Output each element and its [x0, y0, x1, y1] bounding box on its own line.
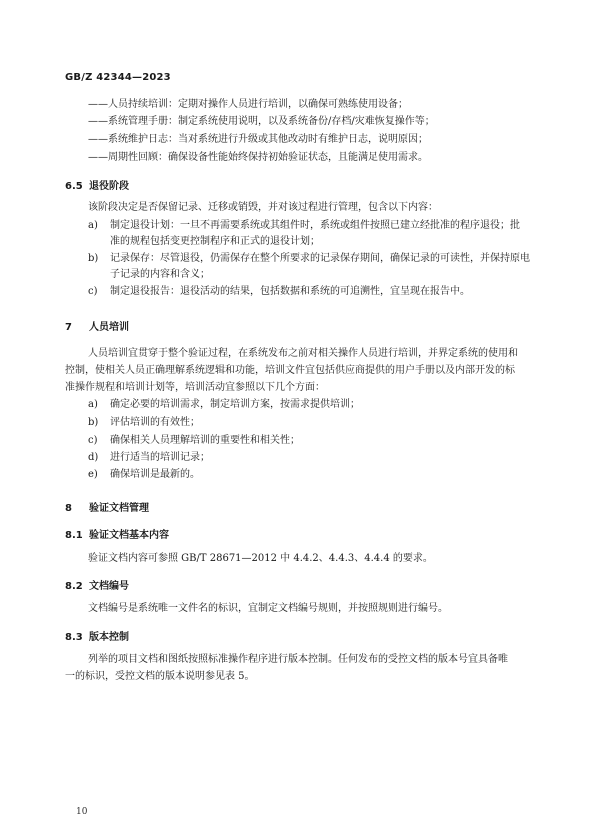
- dash-item: ——人员持续培训：定期对操作人员进行培训，以确保可熟练使用设备；: [88, 99, 408, 110]
- list-item: b) 记录保存：尽管退役，仍需保存在整个所要求的记录保存期间，确保记录的可读性，并保持原电: [88, 253, 530, 264]
- subsection-heading: 8.1 验证文档基本内容: [65, 530, 169, 541]
- section-heading: 7 人员培训: [65, 322, 129, 333]
- dash-item: ——周期性回顾：确保设备性能始终保持初始验证状态，且能满足使用需求。: [88, 152, 428, 163]
- paragraph: 文档编号是系统唯一文件名的标识，宜制定文档编号规则，并按照规则进行编号。: [88, 603, 448, 614]
- dash-item: ——系统管理手册：制定系统使用说明，以及系统备份/存档/灾难恢复操作等；: [88, 116, 435, 127]
- paragraph-line: 人员培训宜贯穿于整个验证过程，在系统发布之前对相关操作人员进行培训，并界定系统的使用和: [88, 348, 518, 359]
- paragraph-line: 列举的项目文档和图纸按照标准操作程序进行版本控制。任何发布的受控文档的版本号宜具备唯: [88, 654, 508, 665]
- list-item-continuation: 子记录的内容和含义；: [110, 269, 210, 280]
- section-heading: 6.5 退役阶段: [65, 181, 129, 192]
- paragraph-line: 一的标识，受控文档的版本说明参见表 5。: [65, 671, 255, 682]
- standard-code: GB/Z 42344—2023: [65, 72, 171, 83]
- list-item: c) 确保相关人员理解培训的重要性和相关性；: [88, 435, 300, 446]
- list-item: d) 进行适当的培训记录；: [88, 452, 210, 463]
- paragraph: 该阶段决定是否保留记录、迁移或销毁，并对该过程进行管理，包含以下内容：: [88, 202, 438, 213]
- subsection-heading: 8.2 文档编号: [65, 581, 129, 592]
- subsection-heading: 8.3 版本控制: [65, 632, 129, 643]
- paragraph: 验证文档内容可参照 GB/T 28671—2012 中 4.4.2、4.4.3、4.4.4 的要求。: [88, 553, 433, 564]
- paragraph-line: 准操作规程和培训计划等，培训活动宜参照以下几个方面：: [65, 382, 325, 393]
- list-item: b) 评估培训的有效性；: [88, 417, 200, 428]
- page-number: 10: [76, 807, 88, 817]
- list-item: a) 确定必要的培训需求，制定培训方案，按需求提供培训；: [88, 399, 360, 410]
- paragraph-line: 控制，使相关人员正确理解系统逻辑和功能，培训文件宜包括供应商提供的用户手册以及内部开发的标: [65, 365, 515, 376]
- list-item: c) 制定退役报告：退役活动的结果，包括数据和系统的可追溯性，宜呈现在报告中。: [88, 286, 470, 297]
- dash-item: ——系统维护日志：当对系统进行升级或其他改动时有维护日志，说明原因；: [88, 134, 428, 145]
- list-item: e) 确保培训是最新的。: [88, 469, 200, 480]
- list-item: a) 制定退役计划：一旦不再需要系统或其组件时，系统或组件按照已建立经批准的程序退役；批: [88, 220, 520, 231]
- list-item-continuation: 准的规程包括变更控制程序和正式的退役计划；: [110, 236, 320, 247]
- section-heading: 8 验证文档管理: [65, 503, 149, 514]
